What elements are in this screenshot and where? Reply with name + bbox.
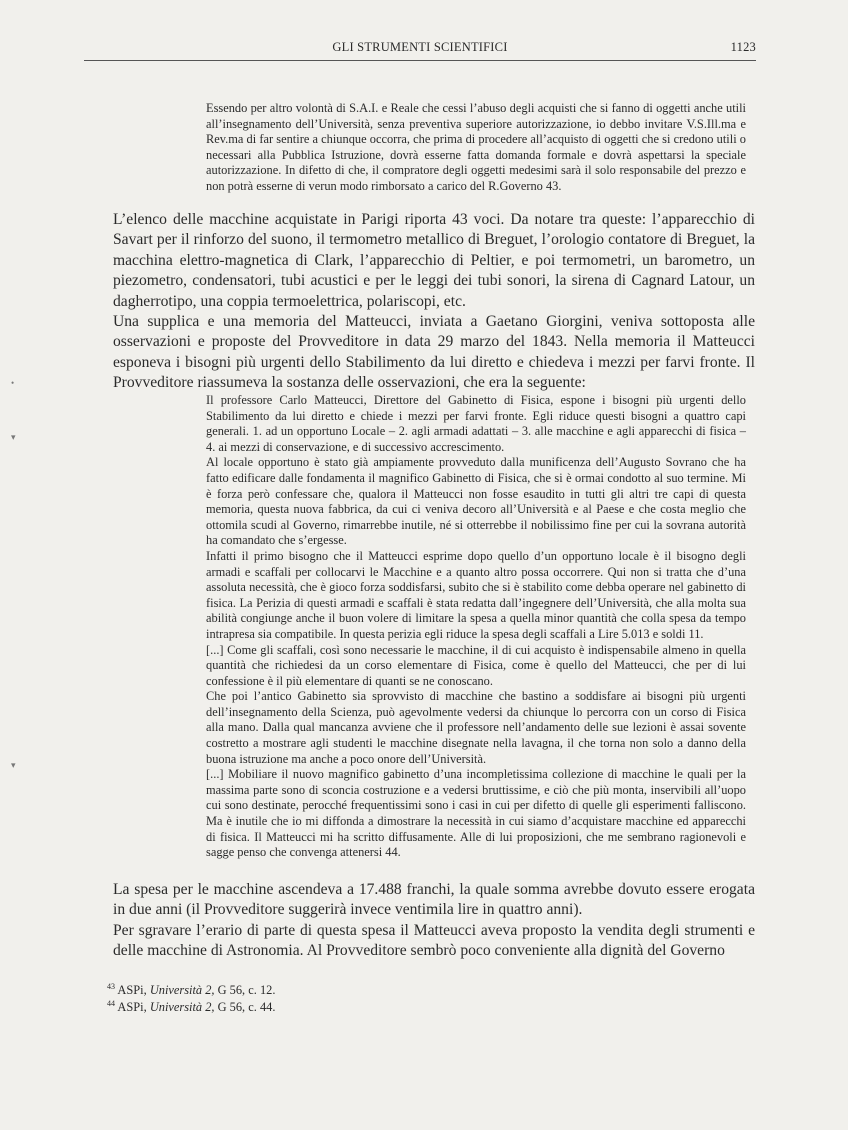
footnote-prefix: ASPi, (117, 1000, 147, 1014)
body-text-1 (113, 210, 755, 394)
footnote-43 (107, 982, 507, 999)
footnote-prefix: ASPi, (117, 983, 147, 997)
quote-paragraph: Al locale opportuno è stato già ampiamente provveduto dalla munificenza dell’Augusto Sovrano che ha fatto edificare dalle fondamenta il magnifico Gabinetto di Fisica, che si è ormai condotto al suo termine. Mi è forza però confessare che, qualora il Matteucci non fosse esaudito in tutti gli altri tre capi di questa memoria, questa nuova fabbrica, da cui ci veniva decoro all’Università e al Paese e che costa meglio che ottomila scudi al Governo, rimarrebbe inutile, né si otterrebbe il nobilissimo fine per cui la sovrana autorità ha comandato che s’ergesse. (206, 455, 746, 548)
footnote-source: Università 2, (149, 1000, 215, 1014)
page-number: 1123 (730, 40, 756, 54)
footnote-rest: G 56, c. 44. (217, 1000, 276, 1014)
quote-paragraph: Essendo per altro volontà di S.A.I. e Reale che cessi l’abuso degli acquisti che si fanno di oggetti anche utili all’insegnamento dell’Università, senza preventiva superiore autorizzazione, io debbo invitare V.S.Ill.ma e Rev.ma di far sentire a chiunque occorra, che prima di procedere all’acquisto di oggetti che si credono utili o necessari alla Pubblica Istruzione, dovrà esserne fatta domanda formale e dovrà aspettarsi la speciale autorizzazione. In difetto di che, il compratore degli oggetti medesimi sarà il solo responsabile del prezzo e non potrà esserne di verun modo rimborsato a carico del R.Governo 43. (206, 101, 746, 193)
footnote-source: Università 2, (149, 983, 215, 997)
quote-paragraph: Infatti il primo bisogno che il Matteucci esprime dopo quello d’un opportuno locale è il bisogno degli armadi e scaffali per collocarvi le Macchine e a quanto altro possa occorrere. Qui non si tratta che d’una assoluta necessità, che è gioco forza soddisfarsi, subito che si è stabilito come debba operare nel gabinetto di fisica. La Perizia di questi armadi e scaffali è stata redatta dall’ingegnere dell’Università, che alla molta sua abilità congiunge anche il buon volere di limitare la spesa a quella minor quantità che colla spesa da tempo intrapresa sia compatibile. In questa perizia egli riduce la spesa degli scaffali a Lire 5.013 e soldi 11. (206, 548, 746, 641)
body-paragraph: La spesa per le macchine ascendeva a 17.488 franchi, la quale somma avrebbe dovuto essere erogata in due anni (il Provveditore suggerirà invece ventimila lire in quattro anni). (113, 881, 755, 919)
body-paragraph: Per sgravare l’erario di parte di questa spesa il Matteucci aveva proposto la vendita degli strumenti e delle macchine di Astronomia. Al Provveditore sembrò poco conveniente alla dignità del Governo (113, 921, 755, 960)
header-rule (84, 60, 756, 61)
page-header (84, 40, 756, 60)
footnote-number: 44 (107, 998, 115, 1008)
body-paragraph: L’elenco delle macchine acquistate in Parigi riporta 43 voci. Da notare tra queste: l’apparecchio di Savart per il rinforzo del suono, il termometro metallico di Breguet, l’orologio contatore di Breguet, la macchina elettro-magnetica di Clark, l’apparecchio di Peltier, e poi termometri, un barometro, un piezometro, condensatori, tubi acustici e per le leggi dei tubi sonori, la sirena di Cagnard Latour, un dagherrotipo, una coppia termoelettrica, polariscopi, etc. (113, 211, 755, 310)
footnotes (107, 982, 507, 1016)
quote-paragraph: [...] Come gli scaffali, così sono necessarie le macchine, il di cui acquisto è indispensabile almeno in quella quantità che richiedesi da un corso elementare di Fisica, come è quello del Matteucci, che per di lui confessione è il più elementare di quanti se ne conoscano. (206, 642, 746, 688)
running-title: GLI STRUMENTI SCIENTIFICI (332, 40, 508, 54)
margin-dot-mark: ▾ (11, 760, 16, 770)
margin-dot-mark: • (11, 378, 15, 388)
block-quote-2 (206, 393, 746, 861)
footnote-number: 43 (107, 981, 115, 991)
body-paragraph: Una supplica e una memoria del Matteucci, inviata a Gaetano Giorgini, veniva sottoposta alle osservazioni e proposte del Provveditore in data 29 marzo del 1843. Nella memoria il Matteucci esponeva i bisogni più urgenti dello Stabilimento da lui diretto e chiedeva i mezzi per farvi fronte. Il Provveditore riassumeva la sostanza delle osservazioni, che era la seguente: (113, 313, 755, 392)
block-quote-1 (206, 101, 746, 195)
quote-paragraph: Il professore Carlo Matteucci, Direttore del Gabinetto di Fisica, espone i bisogni più urgenti dello Stabilimento da lui diretto e chiede i mezzi per farvi fronte. Egli riduce questi bisogni a quattro capi generali. 1. ad un opportuno Locale – 2. agli armadi adattati – 3. alle macchine e agli apparecchi di fisica – 4. ai mezzi di conservazione, e di successivo accrescimento. (206, 393, 746, 454)
footnote-rest: G 56, c. 12. (217, 983, 276, 997)
quote-paragraph: [...] Mobiliare il nuovo magnifico gabinetto d’una incompletissima collezione di macchine le quali per la massima parte sono di sconcia costruzione e a vedersi bruttissime, e ciò che più monta, inservibili all’uopo cui sono destinate, perocché frequentissimi sono i casi in cui per difetto di quelle gli esperimenti falliscono. Ma è inutile che io mi diffonda a dimostrare la necessità in cui siamo d’acquistare macchine ed apparecchi di fisica. Il Matteucci mi ha scritto diffusamente. Alle di lui proposizioni, che me sembrano ragionevoli e sagge penso che convenga attenersi 44. (206, 767, 746, 860)
quote-paragraph: Che poi l’antico Gabinetto sia sprovvisto di macchine che bastino a soddisfare ai bisogni più urgenti dell’insegnamento della Scienza, può agevolmente vedersi da chiunque lo percorra con un corso di Fisica alla mano. Dalla qual mancanza avviene che il professore nell’andamento delle sue lezioni è assai sovente costretto a mostrare agli studenti le macchine disegnate nella lavagna, il che torna non solo a danno della buona istruzione ma anche a poco onore dell’Università. (206, 689, 746, 766)
footnote-44 (107, 999, 507, 1016)
margin-dot-mark: ▾ (11, 432, 16, 442)
body-text-2 (113, 880, 755, 962)
